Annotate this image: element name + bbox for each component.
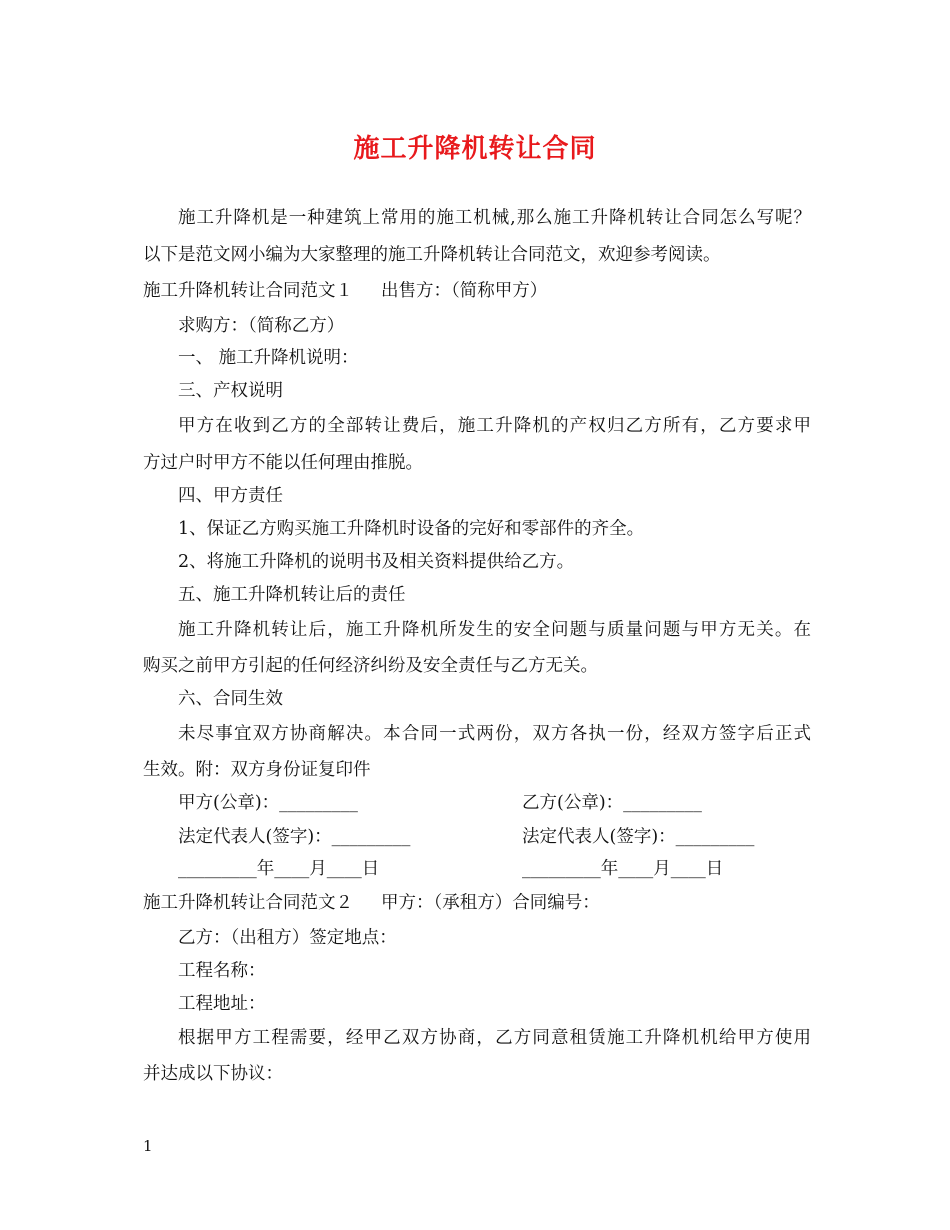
page-number: 1 [143, 1137, 153, 1155]
sample-1-heading [143, 279, 547, 303]
section-6-text-line-1: 未尽事宜双方协商解决。本合同一式两份，双方各执一份，经双方签字后正式 [178, 724, 811, 744]
section-3-heading: 三、产权说明 [178, 381, 283, 401]
party-b-seal: 乙方(公章)：_________ [522, 793, 702, 813]
project-address-label: 工程地址： [178, 994, 266, 1014]
sample-1-label: 施工升降机转让合同范文１ [143, 281, 353, 301]
section-4-item-1: 1、保证乙方购买施工升降机时设备的完好和零部件的齐全。 [178, 519, 645, 539]
section-6-heading: 六、合同生效 [178, 689, 283, 709]
paragraph-intro-line-1: 施工升降机是一种建筑上常用的施工机械,那么施工升降机转让合同怎么写呢？ [178, 208, 811, 228]
section-4-heading: 四、甲方责任 [178, 486, 283, 506]
party-a-lessee-label: 甲方：（承租方）合同编号： [381, 893, 600, 913]
party-a-date: _________年____月____日 [178, 859, 380, 879]
buyer-label: 求购方：（简称乙方） [178, 316, 345, 336]
section-3-text-line-1: 甲方在收到乙方的全部转让费后，施工升降机的产权归乙方所有，乙方要求甲 [178, 416, 811, 436]
agreement-text-line-2: 并达成以下协议： [143, 1064, 283, 1084]
section-6-text-line-2: 生效。附：双方身份证复印件 [143, 760, 371, 780]
party-b-lessor-label: 乙方：（出租方）签定地点： [178, 928, 397, 948]
party-b-date: _________年____月____日 [522, 859, 724, 879]
section-3-text-line-2: 方过户时甲方不能以任何理由推脱。 [143, 453, 423, 473]
seller-label: 出售方：（简称甲方） [381, 281, 548, 301]
party-b-representative: 法定代表人(签字)：_________ [522, 827, 755, 847]
project-name-label: 工程名称： [178, 961, 266, 981]
section-5-text-line-2: 购买之前甲方引起的任何经济纠纷及安全责任与乙方无关。 [143, 656, 598, 676]
section-5-heading: 五、施工升降机转让后的责任 [178, 585, 406, 605]
section-1-heading: 一、 施工升降机说明： [178, 348, 359, 368]
sample-2-label: 施工升降机转让合同范文２ [143, 893, 353, 913]
party-a-representative: 法定代表人(签字)：_________ [178, 827, 411, 847]
agreement-text-line-1: 根据甲方工程需要，经甲乙双方协商，乙方同意租赁施工升降机机给甲方使用 [178, 1028, 811, 1048]
section-4-item-2: 2、将施工升降机的说明书及相关资料提供给乙方。 [178, 552, 575, 572]
section-5-text-line-1: 施工升降机转让后，施工升降机所发生的安全问题与质量问题与甲方无关。在 [178, 620, 811, 640]
paragraph-intro-line-2: 以下是范文网小编为大家整理的施工升降机转让合同范文，欢迎参考阅读。 [143, 245, 721, 265]
sample-2-heading [143, 891, 600, 915]
party-a-seal: 甲方(公章)：_________ [178, 793, 358, 813]
page-title: 施工升降机转让合同 [353, 134, 597, 164]
